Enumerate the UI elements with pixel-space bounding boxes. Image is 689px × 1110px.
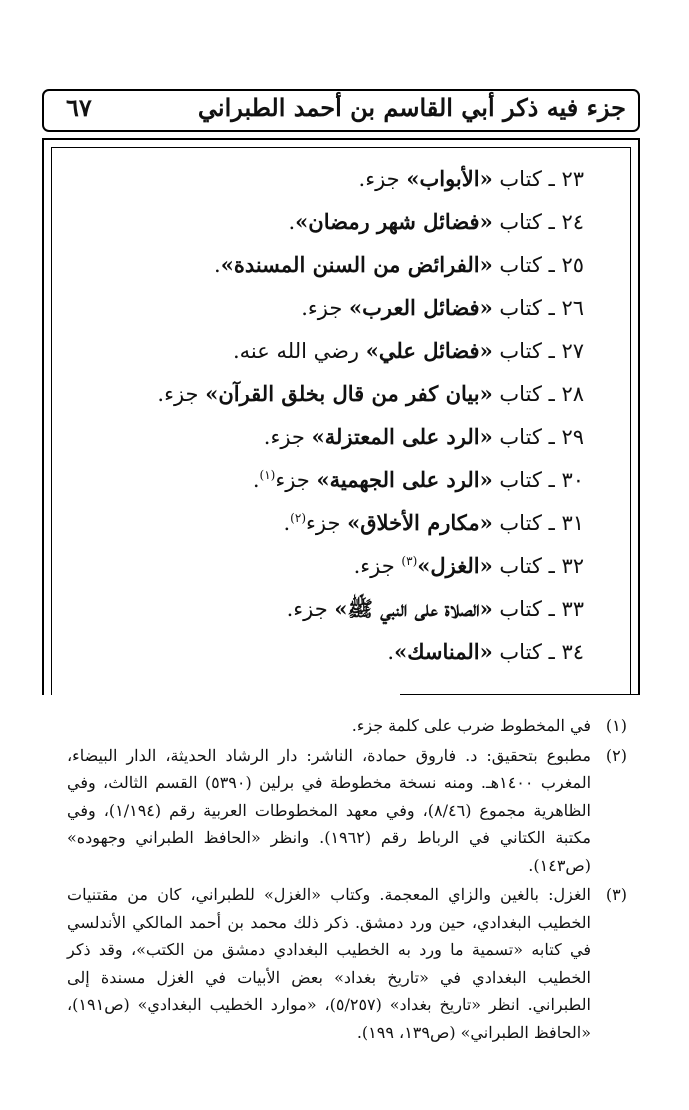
- entry-number: ٢٨ ـ: [548, 382, 584, 406]
- entry-after: جزء.: [353, 554, 395, 578]
- entry-after: جزء: [275, 468, 310, 492]
- entry-number: ٢٣ ـ: [548, 167, 584, 191]
- page-number: ٦٧: [66, 93, 92, 122]
- footnote-ref[interactable]: (٢): [290, 511, 306, 525]
- list-item: [144, 458, 584, 501]
- entry-title: «مكارم الأخلاق»: [347, 510, 493, 535]
- entry-after: .: [387, 640, 395, 664]
- list-item: [144, 415, 584, 458]
- entry-title: «الصلاة على النبي ﷺ»: [334, 596, 493, 621]
- entry-number: ٢٤ ـ: [548, 210, 584, 234]
- entry-title: «فضائل علي»: [365, 338, 493, 363]
- entry-number: ٢٥ ـ: [548, 253, 584, 277]
- entry-kitab: كتاب: [499, 597, 542, 621]
- entry-number: ٣٠ ـ: [548, 468, 584, 492]
- footnote-divider: [400, 694, 640, 695]
- entry-kitab: كتاب: [499, 382, 542, 406]
- running-title: جزء فيه ذكر أبي القاسم بن أحمد الطبراني: [197, 93, 626, 122]
- footnote-text: في المخطوط ضرب على كلمة جزء.: [351, 716, 591, 735]
- footnote-number: (٢): [605, 745, 627, 765]
- entry-title: «فضائل العرب»: [349, 295, 493, 320]
- footnote-ref[interactable]: (٣): [401, 554, 418, 568]
- entry-kitab: كتاب: [499, 296, 542, 320]
- list-item: [144, 200, 584, 243]
- entry-after: .: [288, 210, 296, 234]
- entry-number: ٢٦ ـ: [548, 296, 584, 320]
- list-item: [144, 286, 584, 329]
- book-list: [144, 157, 584, 673]
- entry-after: جزء.: [157, 382, 199, 406]
- entry-kitab: كتاب: [499, 425, 542, 449]
- entry-tail: .: [283, 511, 291, 535]
- entry-kitab: كتاب: [499, 554, 542, 578]
- entry-kitab: كتاب: [499, 511, 542, 535]
- running-header: [42, 89, 640, 132]
- list-item: [144, 501, 584, 544]
- list-item: [144, 329, 584, 372]
- entry-after: جزء.: [301, 296, 343, 320]
- list-item: [144, 157, 584, 200]
- list-item: [144, 372, 584, 415]
- footnote-text: مطبوع بتحقيق: د. فاروق حمادة، الناشر: دار الرشاد الحديثة، الدار البيضاء، المغرب ١٤٠٠هـ. ومنه نسخة مخطوطة في برلين (٥٣٩٠) القسم الثالث، وفي الظاهرية مجموع (٨/٤٦)، وفي معهد المخطوطات العربية رقم (١/١٩٤)، وفي مكتبة الكتاني في الرباط رقم (١٩٦٢). وانظر «الحافظ الطبراني وجهوده» (ص١٤٣).: [67, 745, 592, 875]
- entry-title: «المناسك»: [394, 639, 493, 664]
- footnote-text: الغزل: بالغين والزاي المعجمة. وكتاب «الغزل» للطبراني، كان من مقتنيات الخطيب البغدادي، حين ورد دمشق. ذكر ذلك محمد بن أحمد المالكي الأندلسي في كتابه «تسمية ما ورد به الخطيب البغدادي دمشق من الكتب»، وقد ذكر الخطيب البغدادي في «تاريخ بغداد» بعض الأبيات في الغزل مسندة إلى الطبراني. انظر «تاريخ بغداد» (٥/٢٥٧)، «موارد الخطيب البغدادي» (ص١٩١)، «الحافظ الطبراني» (ص١٣٩، ١٩٩).: [67, 885, 591, 1042]
- list-item: [144, 587, 584, 630]
- footnote: [67, 881, 627, 1046]
- entry-after: .: [214, 253, 221, 277]
- entry-tail: .: [252, 468, 260, 492]
- footnote-number: (١): [605, 716, 627, 735]
- entry-number: ٣٣ ـ: [548, 597, 584, 621]
- entry-title: «الرد على المعتزلة»: [311, 424, 493, 449]
- entry-number: ٣٢ ـ: [548, 554, 584, 578]
- entry-number: ٣١ ـ: [548, 511, 584, 535]
- footnote-ref[interactable]: (١): [259, 468, 276, 482]
- entry-kitab: كتاب: [499, 253, 542, 277]
- entry-number: ٢٧ ـ: [548, 339, 584, 363]
- entry-title: «الأبواب»: [406, 166, 493, 191]
- list-item: [144, 630, 584, 673]
- entry-after: جزء: [306, 511, 341, 535]
- entry-title: «فضائل شهر رمضان»: [295, 209, 493, 234]
- entry-kitab: كتاب: [499, 640, 542, 664]
- footnotes: [67, 712, 627, 1048]
- entry-after: جزء.: [263, 425, 305, 449]
- entry-after: جزء.: [286, 597, 328, 621]
- footnote: [67, 742, 627, 880]
- entry-title: «الرد على الجهمية»: [316, 467, 493, 492]
- footnote: [67, 712, 627, 740]
- entry-title: «الغزل»: [417, 553, 493, 578]
- entry-after: رضي الله عنه.: [233, 339, 360, 363]
- entry-number: ٢٩ ـ: [548, 425, 584, 449]
- entry-title: «بيان كفر من قال بخلق القرآن»: [205, 381, 493, 406]
- entry-after: جزء.: [358, 167, 400, 191]
- entry-kitab: كتاب: [499, 468, 542, 492]
- list-item: [144, 544, 584, 587]
- entry-number: ٣٤ ـ: [548, 640, 584, 664]
- list-item: [144, 243, 584, 286]
- entry-title: «الفرائض من السنن المسندة»: [220, 252, 493, 277]
- footnote-number: (٣): [605, 885, 627, 904]
- entry-kitab: كتاب: [499, 339, 542, 363]
- entry-kitab: كتاب: [499, 167, 542, 191]
- entry-kitab: كتاب: [499, 210, 542, 234]
